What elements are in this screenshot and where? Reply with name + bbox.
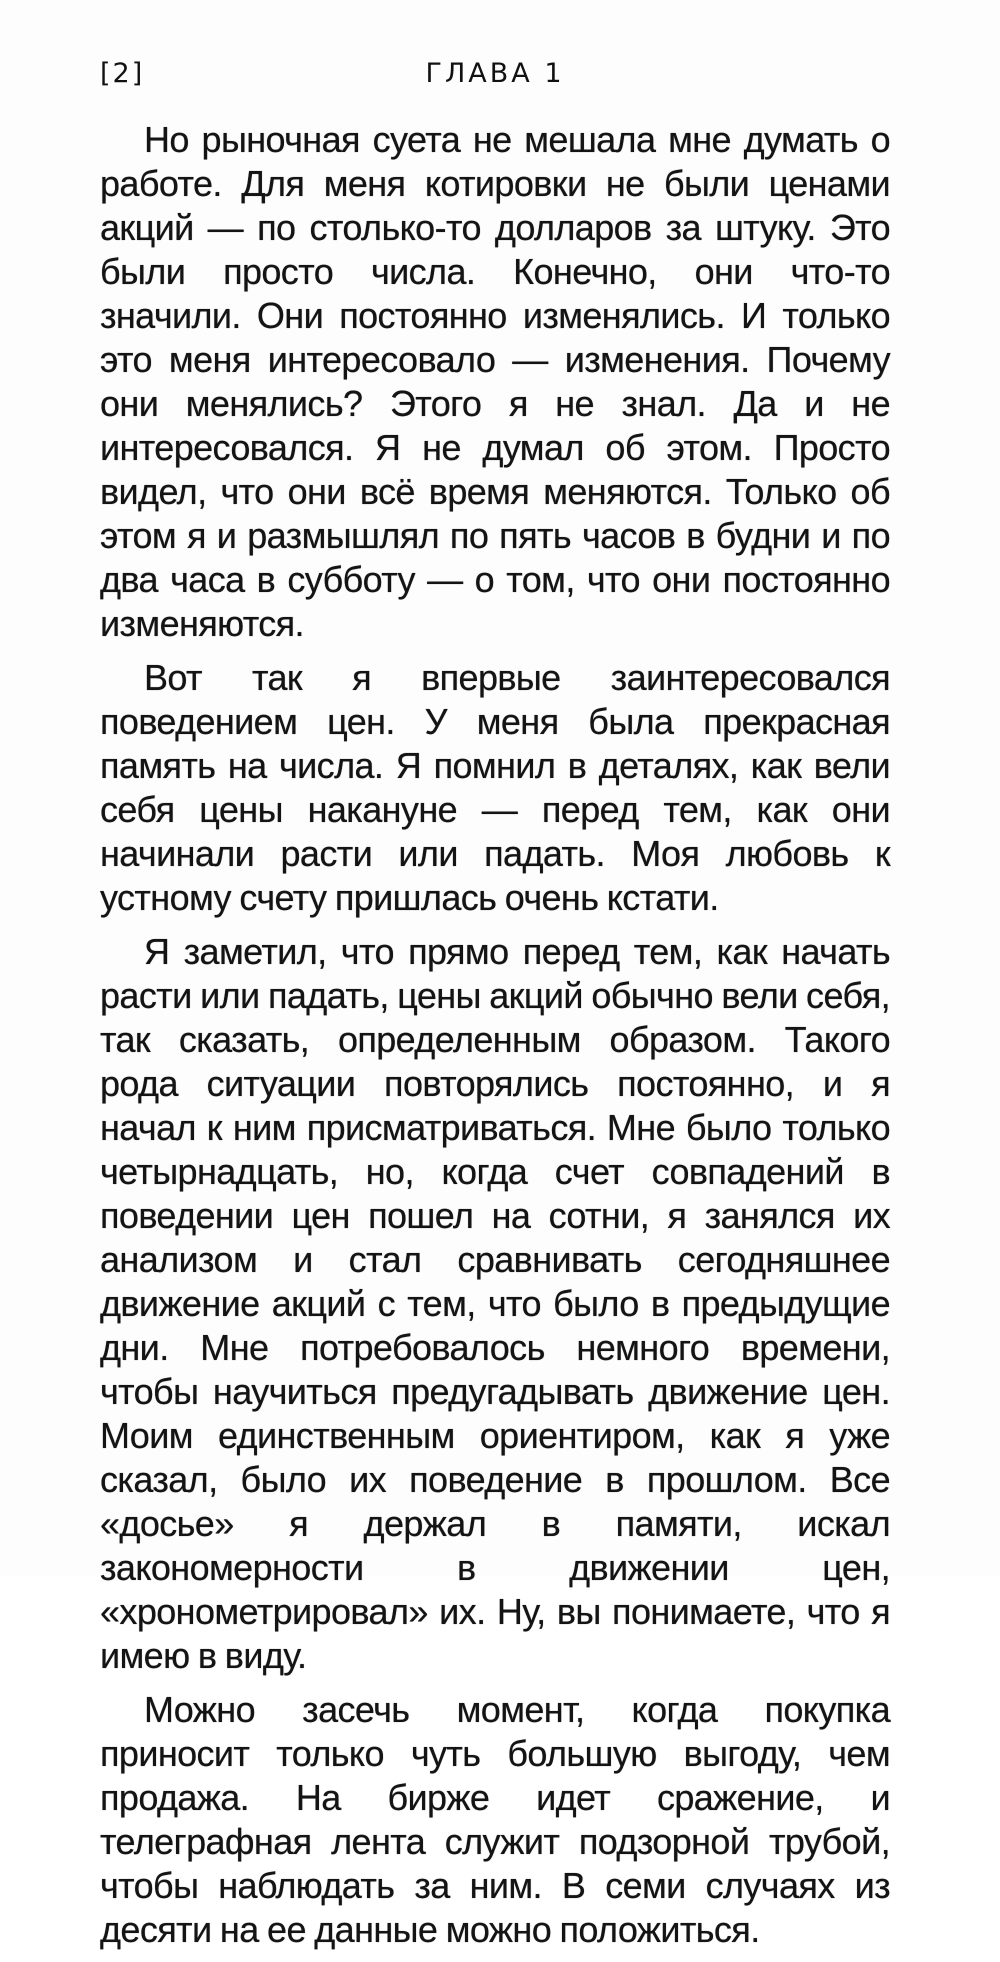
paragraph: Я заметил, что прямо перед тем, как начать расти или падать, цены акций обычно вели себя, так сказать, определенным образом. Такого рода ситуации повторялись постоянно, и я начал к ним присматриваться. Мне было только четырнадцать, но, когда счет совпадений в поведении цен пошел на сотни, я занялся их анализом и стал сравнивать сегодняшнее движение акций с тем, что было в предыдущие дни. Мне потребовалось немного времени, чтобы научиться предугадывать движение цен. Моим единственным ориентиром, как я уже сказал, было их поведение в прошлом. Все «досье» я держал в памяти, искал закономерности в движении цен, «хронометрировал» их. Ну, вы понимаете, что я имею в виду. — [100, 931, 890, 1676]
paragraph: Вот так я впервые заинтересовался поведением цен. У меня была прекрасная память на числа. Я помнил в деталях, как вели себя цены накануне — перед тем, как они начинали расти или падать. Моя любовь к устному счету пришлась очень кстати. — [100, 657, 890, 918]
page-header — [100, 58, 890, 98]
paragraph: Можно засечь момент, когда покупка приносит только чуть большую выгоду, чем продажа. На бирже идет сражение, и телеграфная лента служит подзорной трубой, чтобы наблюдать за ним. В семи случаях из десяти на ее данные можно положиться. — [100, 1689, 890, 1950]
paragraph: Но рыночная суета не мешала мне думать о работе. Для меня котировки не были ценами акций — по столько-то долларов за штуку. Это были просто числа. Конечно, они что-то значили. Они постоянно изменялись. И только это меня интересовало — изменения. Почему они менялись? Этого я не знал. Да и не интересовался. Я не думал об этом. Просто видел, что они всё время меняются. Только об этом я и размышлял по пять часов в будни и по два часа в субботу — о том, что они постоянно изменяются. — [100, 119, 890, 644]
page-number: [2] — [100, 58, 145, 89]
body-text — [100, 118, 890, 1962]
chapter-title: ГЛАВА 1 — [425, 58, 565, 89]
